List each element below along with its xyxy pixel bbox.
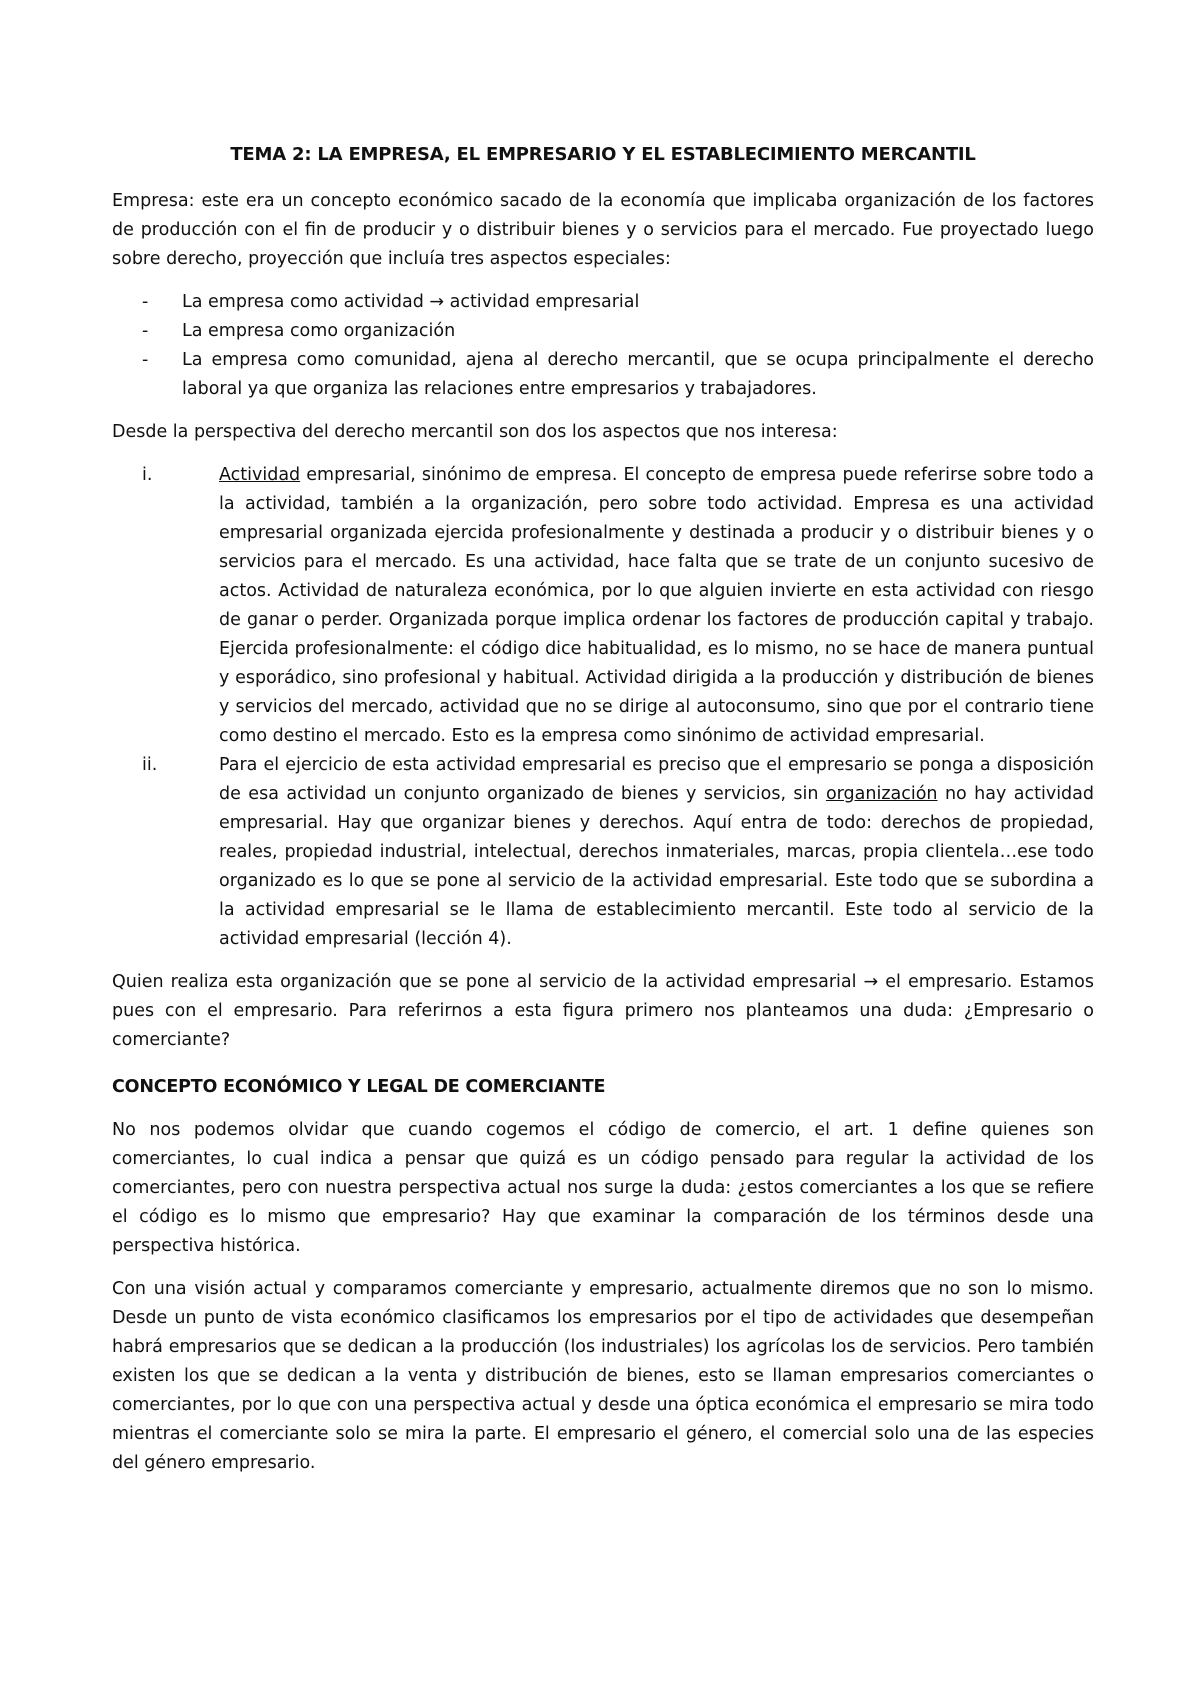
point-text-after: no hay actividad empresarial. Hay que organizar bienes y derechos. Aquí entra de todo: derechos de propiedad, reales, propiedad industrial, intelectual, derechos inmateriales, marcas, propia clientela…ese todo organizado es lo que se pone al servicio de la actividad empresarial. Este todo que se subordina a la actividad empresarial se le llama de establecimiento mercantil. Este todo al servicio de la actividad empresarial (lección 4). [219, 784, 1095, 949]
section-heading: CONCEPTO ECONÓMICO Y LEGAL DE COMERCIANTE [112, 1077, 606, 1097]
list-marker: ii. [142, 755, 158, 775]
list-marker: - [142, 292, 149, 312]
list-item-text: La empresa como comunidad, ajena al derecho mercantil, que se ocupa principalmente el derecho laboral ya que organiza las relaciones entre empresarios y trabajadores. [182, 350, 1094, 399]
section-paragraph: No nos podemos olvidar que cuando cogemos el código de comercio, el art. 1 define quienes son comerciantes, lo cual indica a pensar que quizá es un código pensado para regular la actividad de los comerciantes, pero con nuestra perspectiva actual nos surge la duda: ¿estos comerciantes a los que se refiere el código es lo mismo que empresario? Hay que examinar la comparación de los términos desde una perspectiva histórica. [112, 1120, 1094, 1256]
point-text-after: empresarial, sinónimo de empresa. El concepto de empresa puede referirse sobre todo a la actividad, también a la organización, pero sobre todo actividad. Empresa es una actividad empresarial organizada ejercida profesionalmente y destinada a producir y o distribuir bienes y o servicios para el mercado. Es una actividad, hace falta que se trate de un conjunto sucesivo de actos. Actividad de naturaleza económica, por lo que alguien invierte en esta actividad con riesgo de ganar o perder. Organizada porque implica ordenar los factores de producción capital y trabajo. Ejercida profesionalmente: el código dice habitualidad, es lo mismo, no se hace de manera puntual y esporádico, sino profesional y habitual. Actividad dirigida a la producción y distribución de bienes y servicios del mercado, actividad que no se dirige al autoconsumo, sino que por el contrario tiene como destino el mercado. Esto es la empresa como sinónimo de actividad empresarial. [219, 465, 1094, 746]
list-item [112, 461, 1094, 751]
aspects-list [112, 288, 1094, 404]
underlined-term: organización [825, 784, 938, 804]
list-item [112, 288, 1094, 317]
section-paragraph: Con una visión actual y comparamos comerciante y empresario, actualmente diremos que no son lo mismo. Desde un punto de vista económico clasificamos los empresarios por el tipo de actividades que desempeñan habrá empresarios que se dedican a la producción (los industriales) los agrícolas los de servicios. Pero también existen los que se dedican a la venta y distribución de bienes, esto se llaman empresarios comerciantes o comerciantes, por lo que con una perspectiva actual y desde una óptica económica el empresario se mira todo mientras el comerciante solo se mira la parte. El empresario el género, el comercial solo una de las especies del género empresario. [112, 1279, 1094, 1473]
document-title: TEMA 2: LA EMPRESA, EL EMPRESARIO Y EL ESTABLECIMIENTO MERCANTIL [230, 144, 976, 165]
list-marker: - [142, 350, 149, 370]
list-item [112, 751, 1094, 954]
underlined-term: Actividad [219, 465, 301, 485]
point-text-before: Para el ejercicio de esta actividad empresarial es preciso que el empresario se ponga a disposición de esa actividad un conjunto organizado de bienes y servicios, sin [219, 755, 1094, 804]
list-item-text: La empresa como actividad → actividad empresarial [182, 292, 640, 312]
points-list [112, 461, 1094, 954]
intro-paragraph: Empresa: este era un concepto económico sacado de la economía que implicaba organización de los factores de producción con el fin de producir y o distribuir bienes y o servicios para el mercado. Fue proyectado luego sobre derecho, proyección que incluía tres aspectos especiales: [112, 191, 1094, 269]
list-item [112, 346, 1094, 404]
organizer-paragraph: Quien realiza esta organización que se pone al servicio de la actividad empresarial → el empresario. Estamos pues con el empresario. Para referirnos a esta figura primero nos planteamos una duda: ¿Empresario o comerciante? [112, 972, 1094, 1050]
perspective-intro: Desde la perspectiva del derecho mercantil son dos los aspectos que nos interesa: [112, 422, 838, 442]
list-marker: i. [142, 465, 153, 485]
list-item-text: La empresa como organización [182, 321, 456, 341]
document-page [112, 140, 1094, 1492]
list-item [112, 317, 1094, 346]
list-marker: - [142, 321, 149, 341]
